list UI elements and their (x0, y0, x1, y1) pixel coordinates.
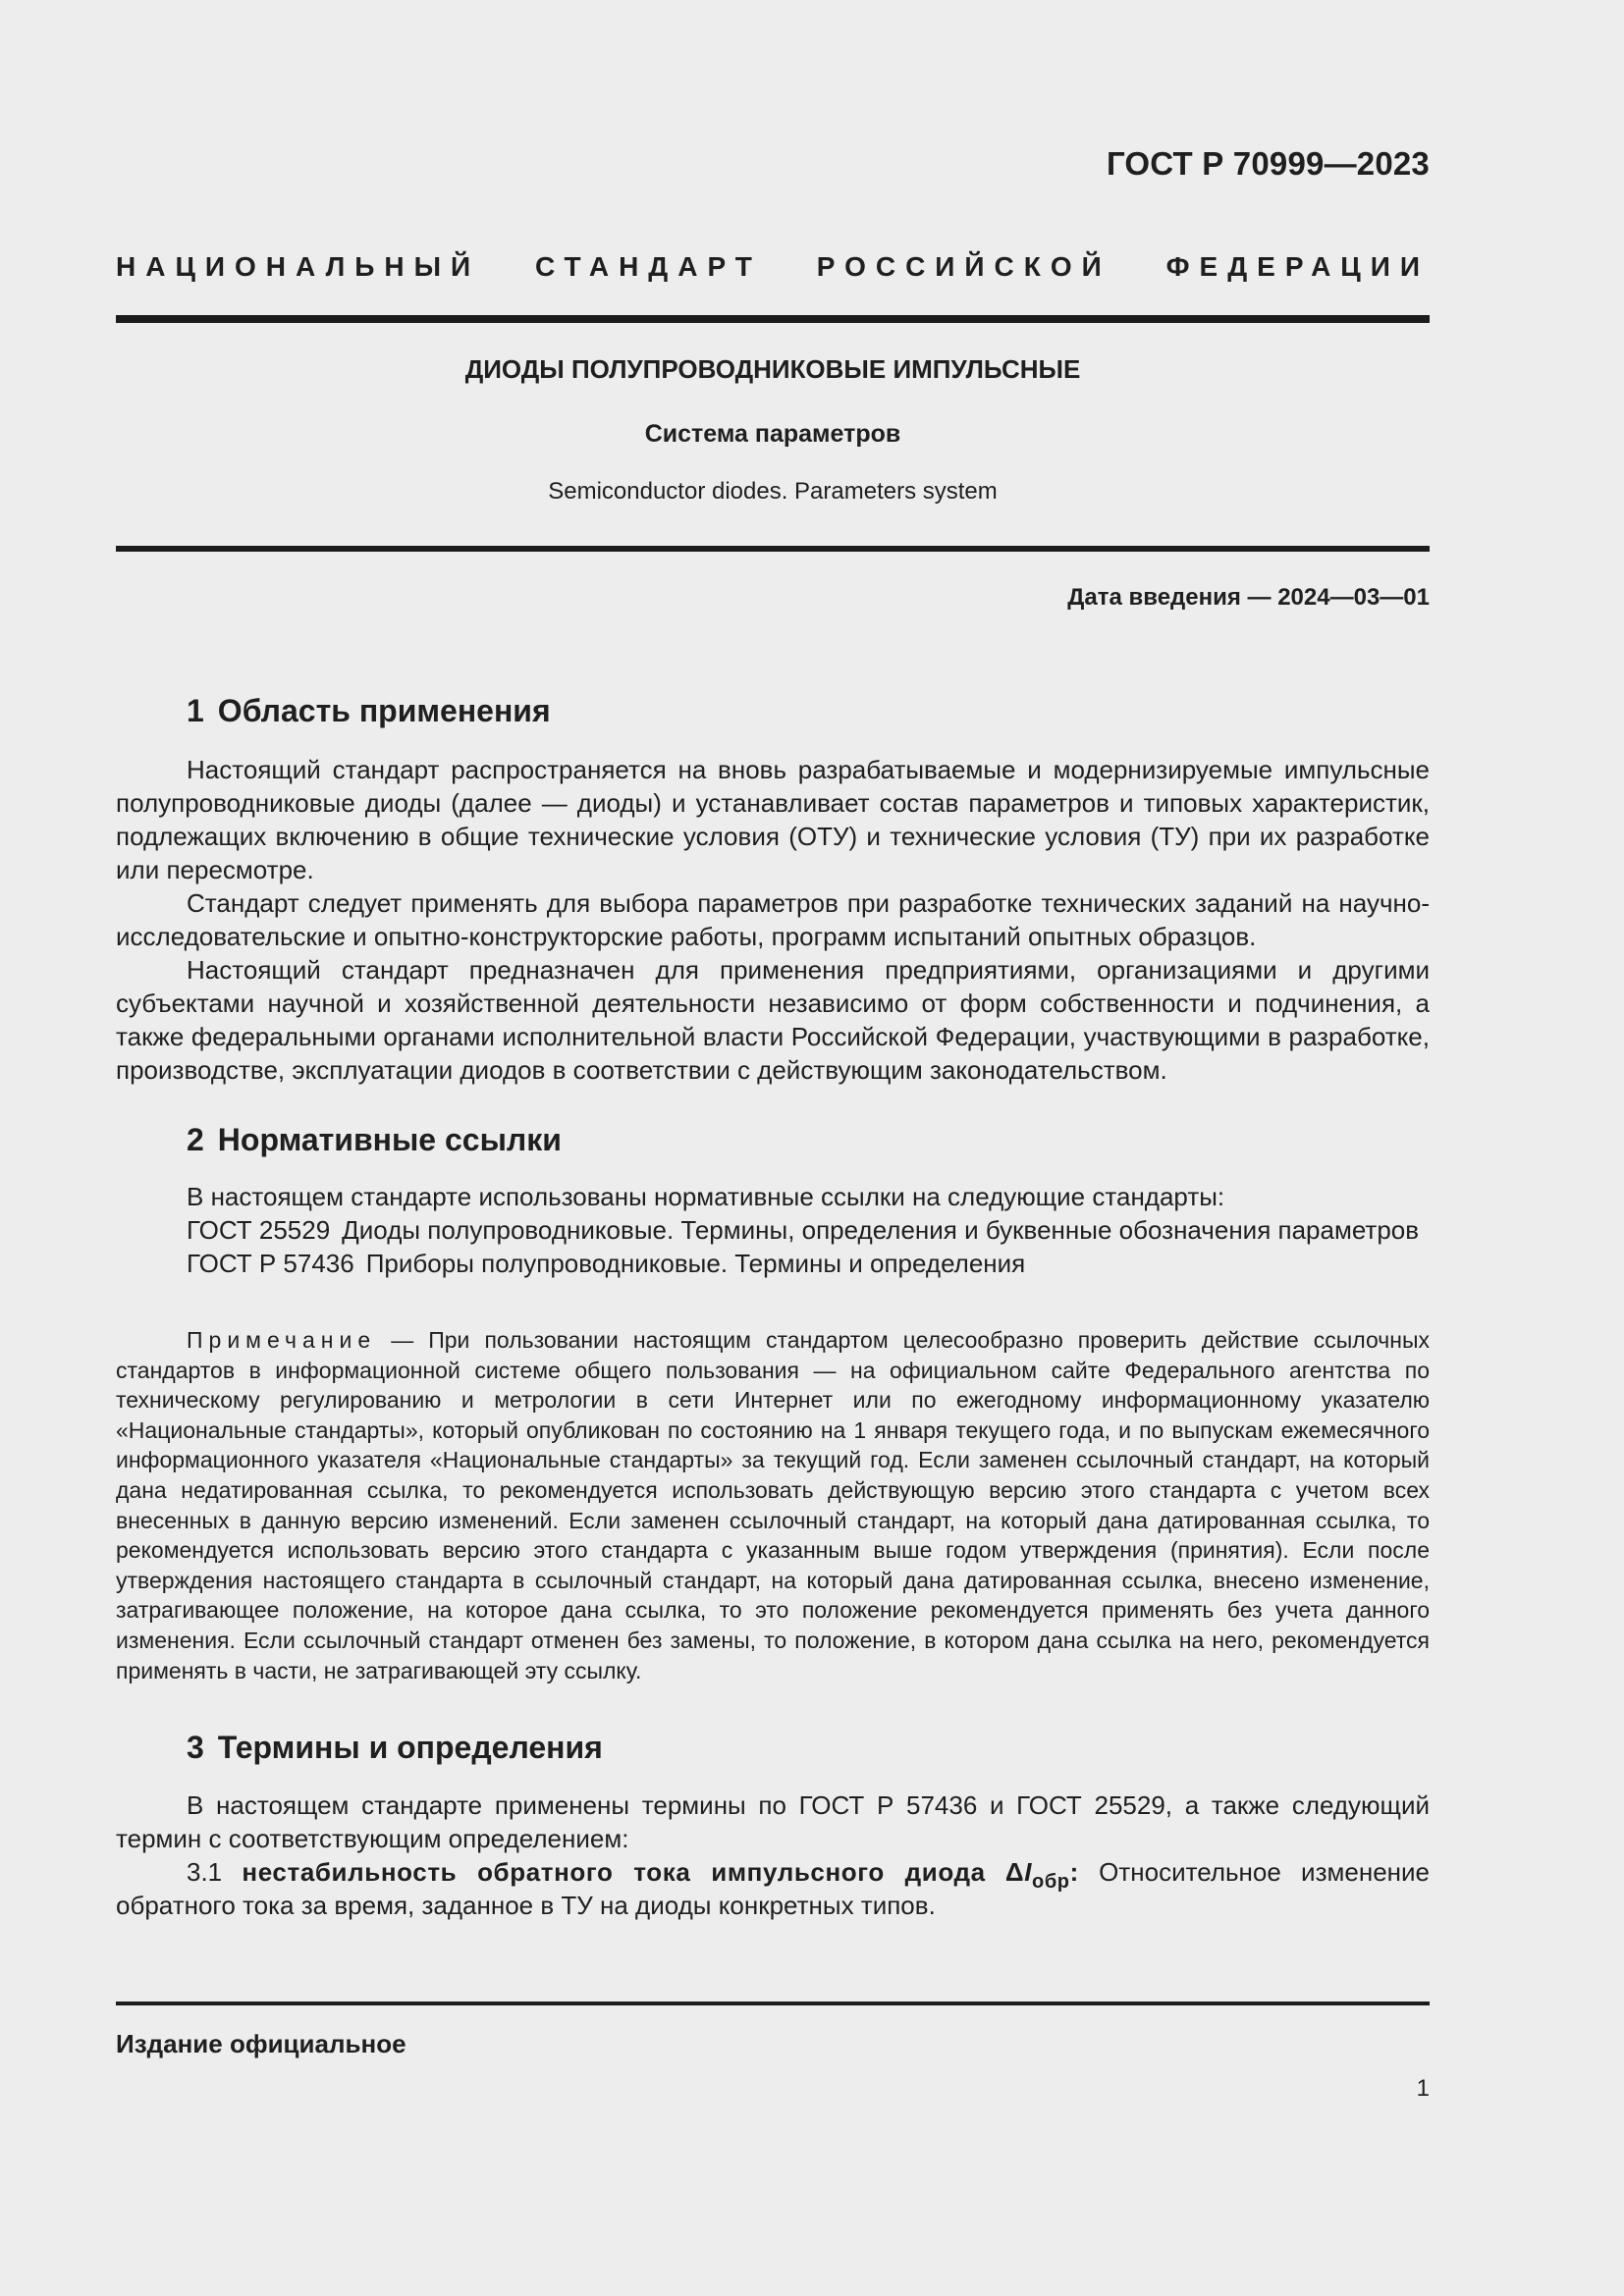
section-3-heading (187, 1730, 603, 1766)
reference-text: Приборы полупроводниковые. Термины и определения (365, 1249, 1026, 1278)
document-subtitle: Система параметров (644, 420, 901, 448)
reference-code: ГОСТ Р 57436 (187, 1249, 354, 1278)
section-title: Область применения (217, 693, 551, 728)
note (116, 1325, 1430, 1685)
introduction-date: Дата введения — 2024—03—01 (1067, 584, 1430, 611)
paragraph: В настоящем стандарте применены термины по ГОСТ Р 57436 и ГОСТ 25529, а также следующий термин с соответствующим определением: (116, 1790, 1430, 1853)
document-title: ДИОДЫ ПОЛУПРОВОДНИКОВЫЕ ИМПУЛЬСНЫЕ (464, 354, 1081, 384)
footer-rule (116, 2002, 1430, 2005)
standard-code: ГОСТ Р 70999—2023 (1106, 145, 1430, 182)
term-definition-text: Относительное изменение обратного тока за время, заданное в ТУ на диоды конкретных типов. (116, 1857, 1430, 1920)
term-number: 3.1 (187, 1857, 223, 1887)
page-number: 1 (1416, 2075, 1430, 2102)
section-number: 3 (187, 1730, 204, 1765)
note-text: — При пользовании настоящим стандартом целесообразно проверить действие ссылочных стандартов в информационной системе общего пользования — на официальном сайте Федерального агентства по техническому регулированию и метрологии в сети Интернет или по ежегодному информационному указателю «Национальные стандарты», который опубликован по состоянию на 1 января текущего года, и по выпускам ежемесячного информационного указателя «Национальные стандарты» за текущий год. Если заменен ссылочный стандарт, на который дана недатированная ссылка, то рекомендуется использовать действующую версию этого стандарта с учетом всех внесенных в данную версию изменений. Если заменен ссылочный стандарт, на который дана датированная ссылка, то рекомендуется использовать версию этого стандарта с указанным выше годом утверждения (принятия). Если после утверждения настоящего стандарта в ссылочный стандарт, на который дана датированная ссылка, внесено изменение, затрагивающее положение, на которое дана ссылка, то это положение рекомендуется применять без учета данного изменения. Если ссылочный стандарт отменен без замены, то положение, в котором дана ссылка на него, рекомендуется применять в части, не затрагивающей эту ссылку. (116, 1327, 1430, 1683)
symbol-subscript: обр (1032, 1871, 1070, 1893)
term-name: нестабильность обратного тока импульсного диода (242, 1857, 986, 1887)
paragraph: Стандарт следует применять для выбора параметров при разработке технических заданий на научно-исследовательские и опытно-конструкторские работы, программ испытаний опытных образцов. (116, 888, 1430, 951)
official-edition-label: Издание официальное (116, 2029, 406, 2058)
reference-item (116, 1213, 1430, 1247)
title-bottom-rule (116, 546, 1430, 552)
reference-item (116, 1247, 1430, 1280)
symbol-variable: I (1024, 1857, 1033, 1887)
section-2-body (116, 1180, 1430, 1280)
delta-symbol: Δ (1004, 1857, 1025, 1887)
paragraph: Настоящий стандарт предназначен для применения предприятиями, организациями и другими субъектами научной и хозяйственной деятельности независимо от форм собственности и подчинения, а также федеральными органами исполнительной власти Российской Федерации, участвующими в разработке, производстве, эксплуатации диодов в соответствии с действующим законодательством. (116, 955, 1430, 1085)
section-1-body (116, 753, 1430, 1087)
national-standard-title: НАЦИОНАЛЬНЫЙ СТАНДАРТ РОССИЙСКОЙ ФЕДЕРАЦИИ (116, 251, 1430, 282)
term-definition (116, 1855, 1430, 1922)
paragraph: В настоящем стандарте использованы нормативные ссылки на следующие стандарты: (187, 1182, 1225, 1211)
section-title: Термины и определения (217, 1730, 603, 1765)
english-title: Semiconductor diodes. Parameters system (548, 478, 998, 505)
top-rule (116, 315, 1430, 323)
note-label: Примечание (187, 1327, 377, 1353)
paragraph: Настоящий стандарт распространяется на вновь разрабатываемые и модернизируемые импульсные полупроводниковые диоды (далее — диоды) и устанавливает состав параметров и типовых характеристик, подлежащих включению в общие технические условия (ОТУ) и технические условия (ТУ) при их разработке или пересмотре. (116, 755, 1430, 884)
section-number: 2 (187, 1122, 204, 1157)
section-2-heading (187, 1122, 562, 1158)
section-number: 1 (187, 693, 204, 728)
term-colon: : (1069, 1857, 1079, 1887)
section-title: Нормативные ссылки (217, 1122, 562, 1157)
reference-code: ГОСТ 25529 (187, 1215, 331, 1245)
section-3-body (116, 1789, 1430, 1922)
section-1-heading (187, 693, 551, 729)
reference-text: Диоды полупроводниковые. Термины, определения и буквенные обозначения параметров (342, 1215, 1420, 1245)
note-paragraph (116, 1325, 1430, 1685)
term-symbol (1004, 1857, 1079, 1893)
